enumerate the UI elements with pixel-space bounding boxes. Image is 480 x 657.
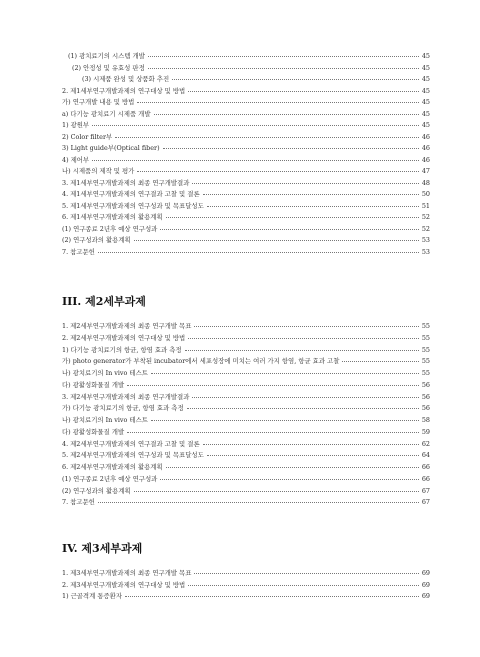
toc-entry[interactable] — [62, 248, 430, 257]
toc-entry-title: (2) 연구성과의 활용계획 — [62, 486, 131, 495]
dot-leader — [92, 120, 419, 126]
toc-entry-page: 53 — [421, 247, 430, 256]
toc-entry[interactable] — [62, 416, 430, 425]
dot-leader — [151, 368, 419, 374]
toc-entry[interactable] — [62, 592, 430, 601]
dot-leader — [166, 462, 419, 468]
toc-entry-title: 2. 제1세부연구개발과제의 연구대상 및 방법 — [62, 86, 186, 95]
dot-leader — [127, 427, 419, 433]
toc-entry[interactable] — [62, 144, 430, 153]
toc-entry-page: 55 — [421, 345, 430, 354]
toc-entry-page: 69 — [421, 569, 430, 577]
toc-entry[interactable] — [62, 369, 430, 378]
toc-entry[interactable] — [62, 440, 430, 449]
toc-entry-page: 55 — [421, 333, 430, 342]
toc-entry-page: 55 — [421, 357, 430, 366]
toc-entry-title: 5. 제2세부연구개발과제의 연구성과 및 목표달성도 — [62, 451, 204, 460]
toc-entry[interactable] — [68, 52, 430, 61]
dot-leader — [192, 392, 418, 398]
dot-leader — [92, 155, 419, 161]
toc-entry[interactable] — [62, 451, 430, 460]
toc-entry[interactable] — [62, 167, 430, 176]
toc-entry[interactable] — [62, 179, 430, 188]
toc-entry-page: 52 — [421, 224, 430, 233]
toc-entry[interactable] — [62, 334, 430, 343]
toc-entry-title: 3. 제1세부연구개발과제의 최종 연구개발결과 — [62, 178, 190, 187]
toc-entry-title: (1) 연구종료 2년후 예상 연구성과 — [62, 224, 158, 233]
toc-entry[interactable] — [62, 357, 430, 366]
toc-entry[interactable] — [62, 110, 430, 119]
toc-entry-title: 6. 제1세부연구개발과제의 활용계획 — [62, 213, 163, 221]
toc-entry-page: 45 — [421, 98, 430, 106]
toc-entry-page: 69 — [421, 592, 430, 600]
toc-entry-title: a) 다기능 광치료기 시제품 개발 — [62, 109, 151, 118]
toc-entry[interactable] — [62, 225, 430, 234]
dot-leader — [98, 247, 419, 253]
dot-leader — [207, 201, 419, 207]
toc-entry-page: 66 — [421, 474, 430, 483]
toc-entry-title: 가) 연구개발 내용 및 방법 — [62, 98, 135, 106]
toc-entry-title: 다) 광활성화물질 개발 — [62, 427, 125, 436]
toc-entry-title: 1) 다기능 광치료기의 항균, 항염 효과 측정 — [62, 345, 182, 354]
toc-entry-page: 59 — [421, 427, 430, 436]
toc-entry-title: 4. 제1세부연구개발과제의 연구결과 고찰 및 결론 — [62, 190, 200, 198]
toc-entry[interactable] — [82, 75, 430, 84]
toc-entry-page: 47 — [421, 167, 430, 175]
toc-entry[interactable] — [62, 569, 430, 578]
dot-leader — [188, 86, 419, 92]
toc-entry-page: 55 — [421, 322, 430, 330]
toc-entry[interactable] — [62, 463, 430, 472]
toc-entry[interactable] — [62, 487, 430, 496]
dot-leader — [160, 474, 419, 480]
toc-entry-title: 1. 제3세부연구개발과제의 최종 연구개발 목표 — [62, 569, 192, 577]
toc-entry-title: 4. 제2세부연구개발과제의 연구결과 고찰 및 결론 — [62, 439, 200, 448]
dot-leader — [134, 486, 419, 492]
toc-entry-page: 45 — [421, 52, 430, 60]
toc-entry-title: 나) 광치료기의 In vivo 테스트 — [62, 416, 148, 424]
toc-entry-page: 51 — [421, 201, 430, 210]
dot-leader — [154, 109, 419, 115]
toc-entry-title: 다) 광활성화물질 개발 — [62, 380, 125, 389]
section-heading-2: III. 제2세부과제 — [62, 295, 146, 308]
toc-entry-page: 45 — [421, 86, 430, 95]
toc-entry[interactable] — [72, 64, 430, 73]
toc-entry-title: 6. 제2세부연구개발과제의 활용계획 — [62, 463, 163, 471]
toc-entry-page: 69 — [421, 580, 430, 589]
dot-leader — [151, 415, 419, 421]
toc-entry-page: 45 — [421, 75, 430, 83]
toc-entry[interactable] — [62, 121, 430, 130]
dot-leader — [166, 212, 419, 218]
toc-entry-title: (1) 광치료기의 시스템 개발 — [68, 52, 145, 60]
toc-entry-page: 52 — [421, 213, 430, 221]
dot-leader — [207, 450, 419, 456]
toc-entry-page: 46 — [421, 132, 430, 141]
toc-entry[interactable] — [62, 190, 430, 199]
toc-entry[interactable] — [62, 381, 430, 390]
dot-leader — [115, 132, 419, 138]
toc-entry-title: (3) 시제품 완성 및 상품화 추진 — [82, 75, 170, 83]
toc-entry-title: 3) Light guide부(Optical fiber) — [62, 144, 160, 152]
toc-entry-title: 가) photo generator가 부착된 incubator에서 세포성장에 미치는 여러 가지 항염, 항균 효과 고찰 — [62, 357, 340, 366]
toc-entry-page: 62 — [421, 439, 430, 448]
toc-entry-title: 5. 제1세부연구개발과제의 연구성과 및 목표달성도 — [62, 201, 204, 210]
toc-entry-title: 7. 참고문헌 — [62, 247, 95, 256]
dot-leader — [148, 63, 419, 69]
dot-leader — [125, 591, 419, 597]
toc-entry-title: 2. 제3세부연구개발과제의 연구대상 및 방법 — [62, 580, 186, 589]
toc-entry-title: (2) 안정성 및 유효성 판정 — [72, 63, 145, 72]
toc-entry[interactable] — [62, 156, 430, 165]
toc-entry-title: 가) 다기능 광치료기의 항균, 항염 효과 측정 — [62, 404, 184, 413]
toc-entry-page: 48 — [421, 178, 430, 187]
toc-entry-title: 4) 제어부 — [62, 155, 90, 164]
toc-entry-title: (2) 연구성과의 활용계획 — [62, 236, 131, 244]
toc-entry[interactable] — [62, 581, 430, 590]
toc-entry-title: 나) 시제품의 제작 및 평가 — [62, 167, 135, 175]
toc-entry-title: 2. 제2세부연구개발과제의 연구대상 및 방법 — [62, 333, 186, 342]
dot-leader — [188, 580, 419, 586]
toc-entry[interactable] — [62, 213, 430, 222]
section-heading-3: IV. 제3세부과제 — [62, 542, 143, 555]
toc-entry[interactable] — [62, 393, 430, 402]
dot-leader — [188, 333, 419, 339]
dot-leader — [172, 74, 419, 80]
toc-entry-page: 53 — [421, 236, 430, 244]
toc-entry-page: 66 — [421, 463, 430, 471]
toc-entry[interactable] — [62, 98, 430, 107]
toc-entry-title: 2) Color filter부 — [62, 132, 113, 141]
toc-entry-page: 67 — [421, 498, 430, 507]
toc-entry-page: 45 — [421, 121, 430, 129]
toc-entry-page: 56 — [421, 380, 430, 389]
toc-entry-title: 3. 제2세부연구개발과제의 최종 연구개발결과 — [62, 392, 190, 401]
toc-entry-title: 나) 광치료기의 In vivo 테스트 — [62, 369, 148, 377]
toc-entry-page: 56 — [421, 404, 430, 413]
dot-leader — [160, 224, 419, 230]
toc-entry[interactable] — [62, 322, 430, 331]
dot-leader — [203, 189, 419, 195]
dot-leader — [203, 439, 419, 445]
toc-entry-title: (1) 연구종료 2년후 예상 연구성과 — [62, 474, 158, 483]
dot-leader — [163, 143, 419, 149]
dot-leader — [137, 97, 419, 103]
dot-leader — [148, 51, 419, 57]
toc-entry-page: 67 — [421, 486, 430, 495]
dot-leader — [192, 178, 418, 184]
dot-leader — [185, 345, 419, 351]
dot-leader — [187, 403, 419, 409]
toc-entry-page: 58 — [421, 416, 430, 424]
toc-entry-title: 1. 제2세부연구개발과제의 최종 연구개발 목표 — [62, 322, 192, 330]
toc-entry[interactable] — [62, 133, 430, 142]
toc-entry-page: 64 — [421, 451, 430, 460]
dot-leader — [127, 380, 419, 386]
toc-entry-page: 50 — [421, 190, 430, 198]
toc-entry[interactable] — [62, 202, 430, 211]
dot-leader — [137, 166, 419, 172]
toc-entry-page: 45 — [421, 109, 430, 118]
dot-leader — [194, 568, 418, 574]
toc-entry[interactable] — [62, 404, 430, 413]
toc-entry[interactable] — [62, 428, 430, 437]
toc-entry[interactable] — [62, 87, 430, 96]
toc-entry[interactable] — [62, 346, 430, 355]
toc-entry-title: 1) 근골격계 통증환자 — [62, 592, 123, 600]
toc-entry[interactable] — [62, 475, 430, 484]
toc-entry-title: 1) 광원부 — [62, 121, 90, 129]
toc-entry-page: 45 — [421, 63, 430, 72]
dot-leader — [134, 235, 419, 241]
toc-entry-page: 56 — [421, 392, 430, 401]
dot-leader — [194, 321, 418, 327]
toc-entry-page: 55 — [421, 369, 430, 377]
toc-entry[interactable] — [62, 498, 430, 507]
dot-leader — [98, 497, 419, 503]
dot-leader — [342, 356, 418, 362]
toc-entry[interactable] — [62, 236, 430, 245]
toc-entry-page: 46 — [421, 155, 430, 164]
toc-entry-title: 7. 참고문헌 — [62, 498, 95, 507]
toc-entry-page: 46 — [421, 144, 430, 152]
